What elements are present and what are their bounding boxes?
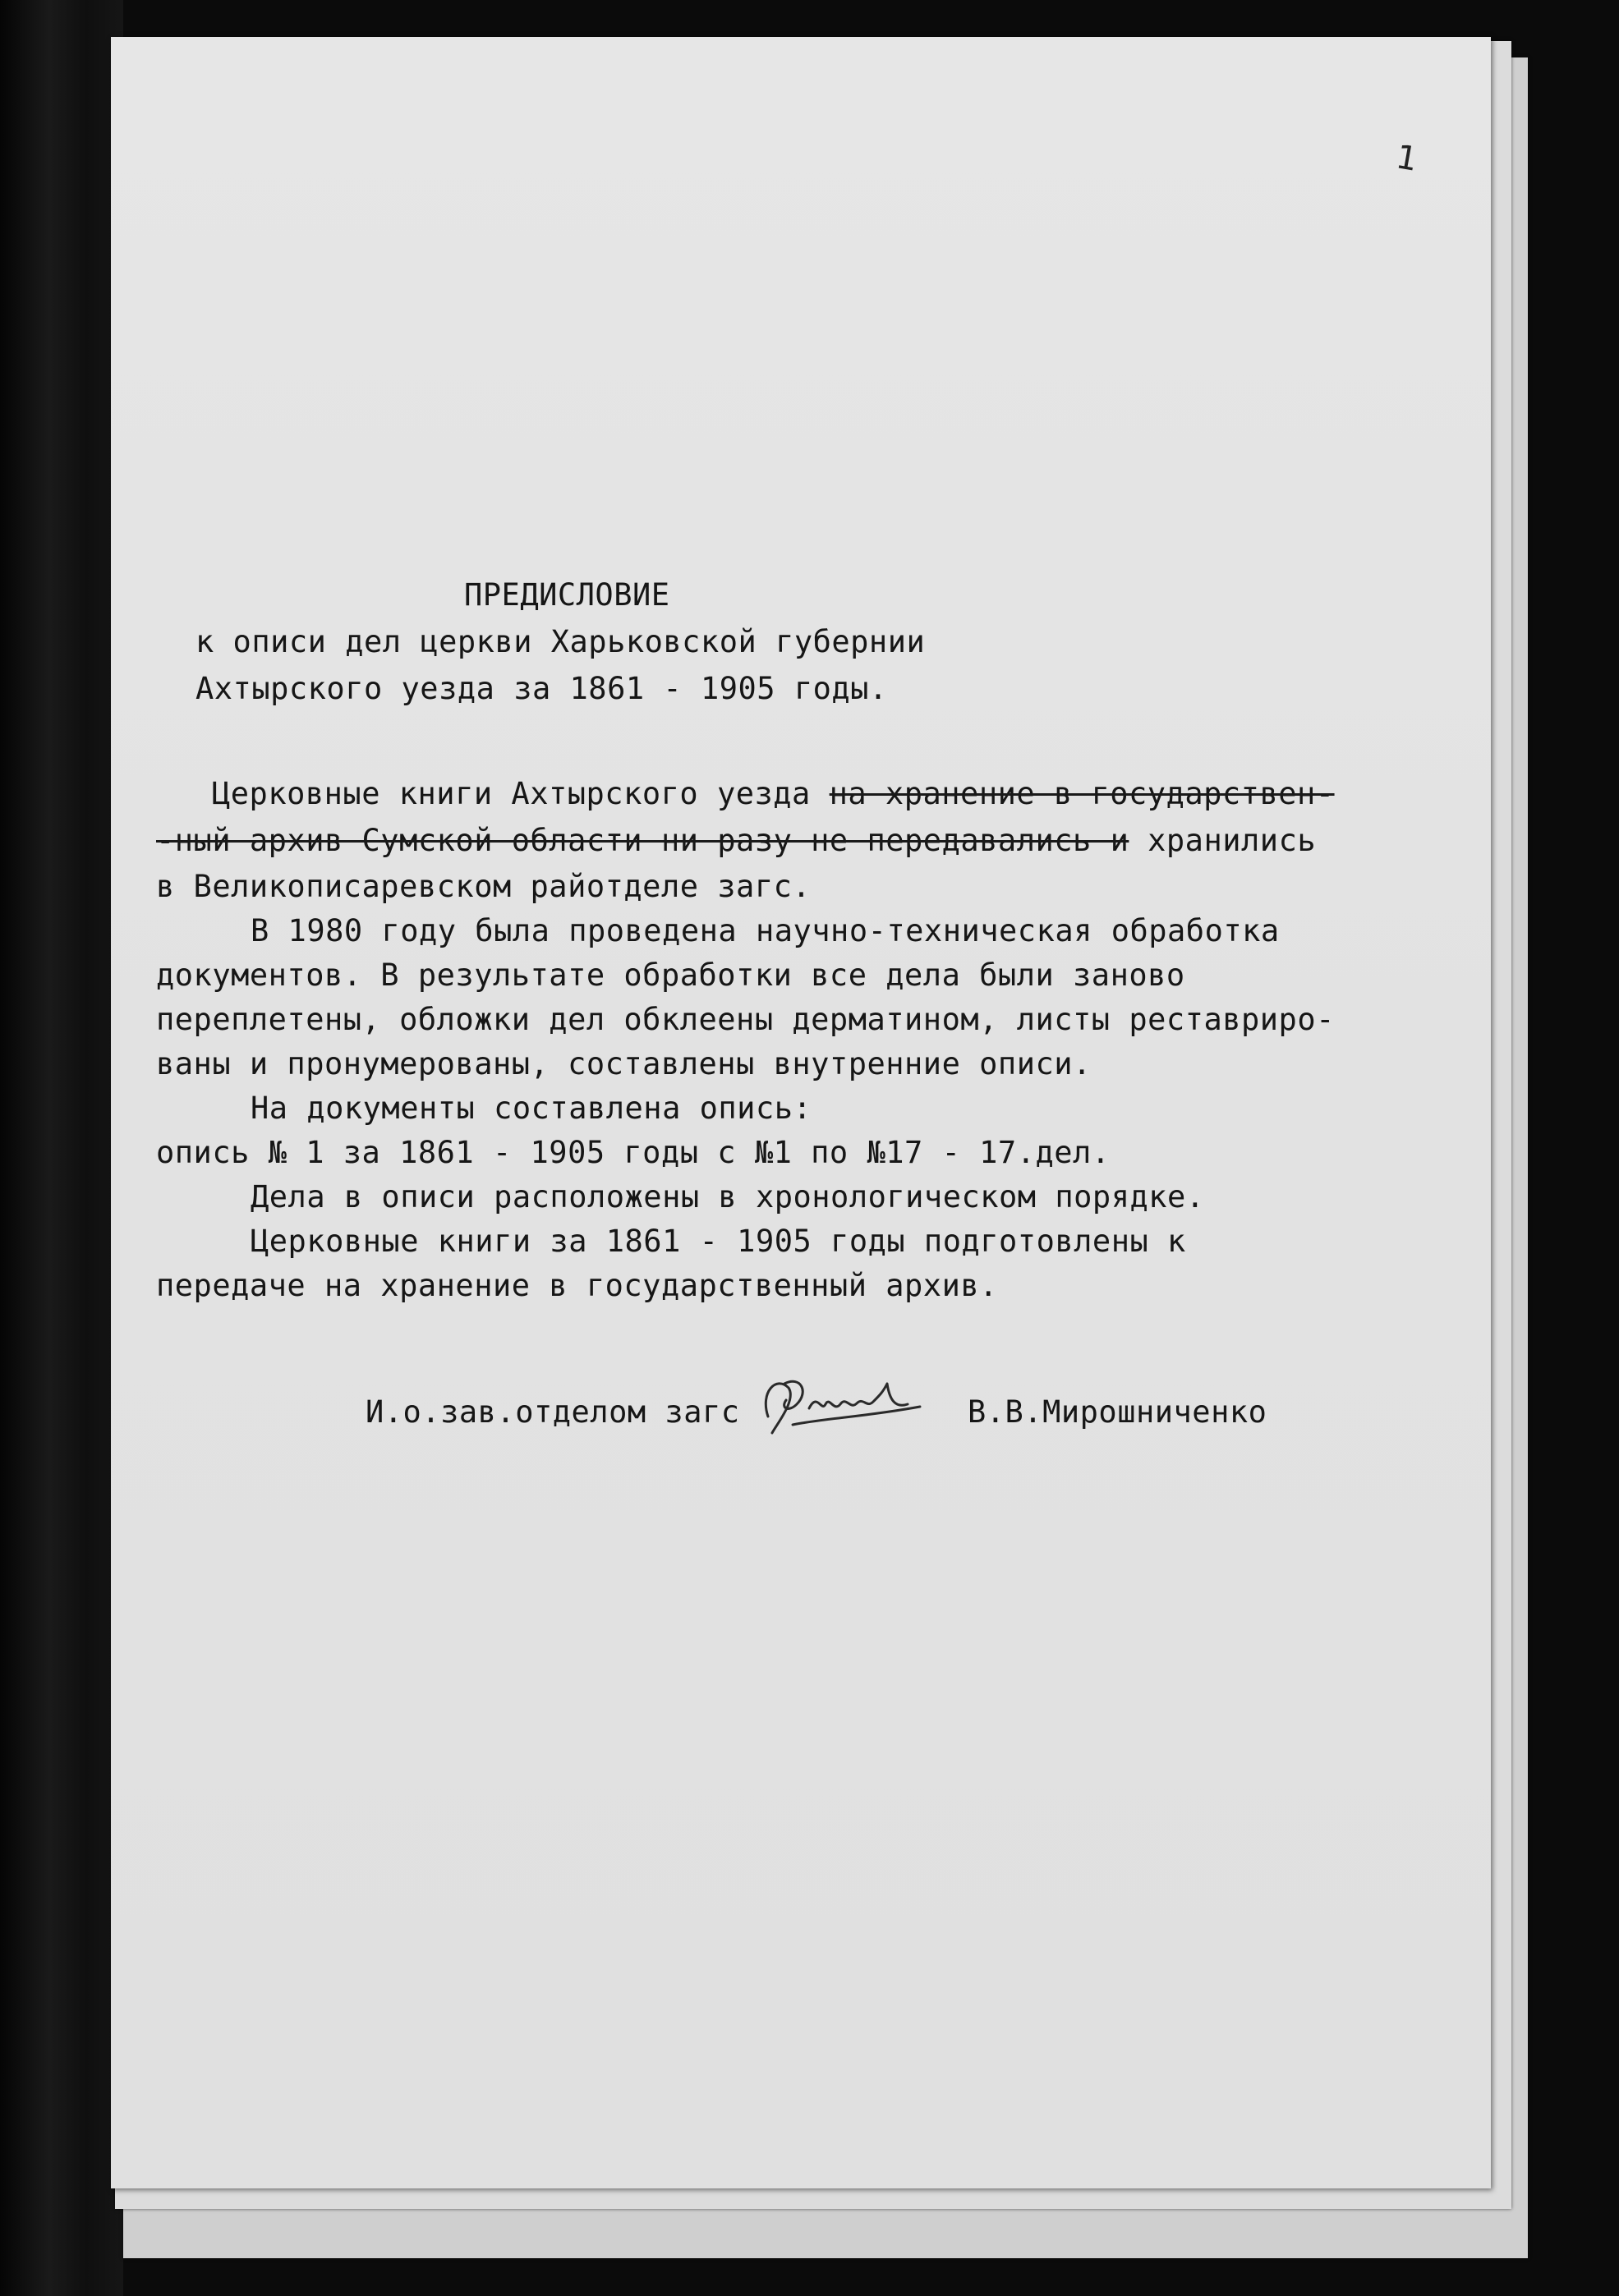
paragraph-5-line-2: передаче на хранение в государственный архив. [156,1268,998,1303]
paragraph-1-line-1-text: Церковные книги Ахтырского уезда [212,776,830,811]
paragraph-4: Дела в описи расположены в хронологическом порядке. [251,1179,1205,1215]
paragraph-2-line: переплетены, обложки дел обклеены дерматином, листы реставриро- [156,1002,1335,1037]
handwritten-signature [743,1359,932,1449]
paragraph-1-line-1 [212,776,1335,811]
paragraph-2-line: документов. В результате обработки все дела были заново [156,957,1185,993]
paragraph-1-line-3: в Великописаревском райотделе загс. [156,869,812,904]
page-number: 1 [1393,138,1421,179]
subtitle-line-2: Ахтырского уезда за 1861 - 1905 годы. [195,671,888,706]
struck-text: -ный архив Сумской области ни разу не передавались и [156,823,1129,858]
signature-title: И.о.зав.отделом загс [366,1394,740,1430]
paragraph-1-line-2 [156,823,1316,858]
paragraph-5-line-1: Церковные книги за 1861 - 1905 годы подготовлены к [251,1224,1186,1259]
signature-name: В.В.Мирошниченко [968,1394,1267,1430]
subtitle-line-1: к описи дел церкви Харьковской губернии [195,624,926,659]
paragraph-2-line: ваны и пронумерованы, составлены внутренние описи. [156,1046,1092,1081]
document-title: ПРЕДИСЛОВИЕ [464,577,670,613]
paragraph-3-line-2: опись № 1 за 1861 - 1905 годы с №1 по №17 - 17.дел. [156,1135,1111,1170]
paragraph-2-line: В 1980 году была проведена научно-техническая обработка [251,913,1280,948]
struck-text: на хранение в государствен- [829,776,1335,811]
paragraph-3-line-1: На документы составлена опись: [251,1091,812,1126]
paragraph-1-line-2-text: хранились [1129,823,1317,858]
dark-binding-edge [0,0,123,2296]
